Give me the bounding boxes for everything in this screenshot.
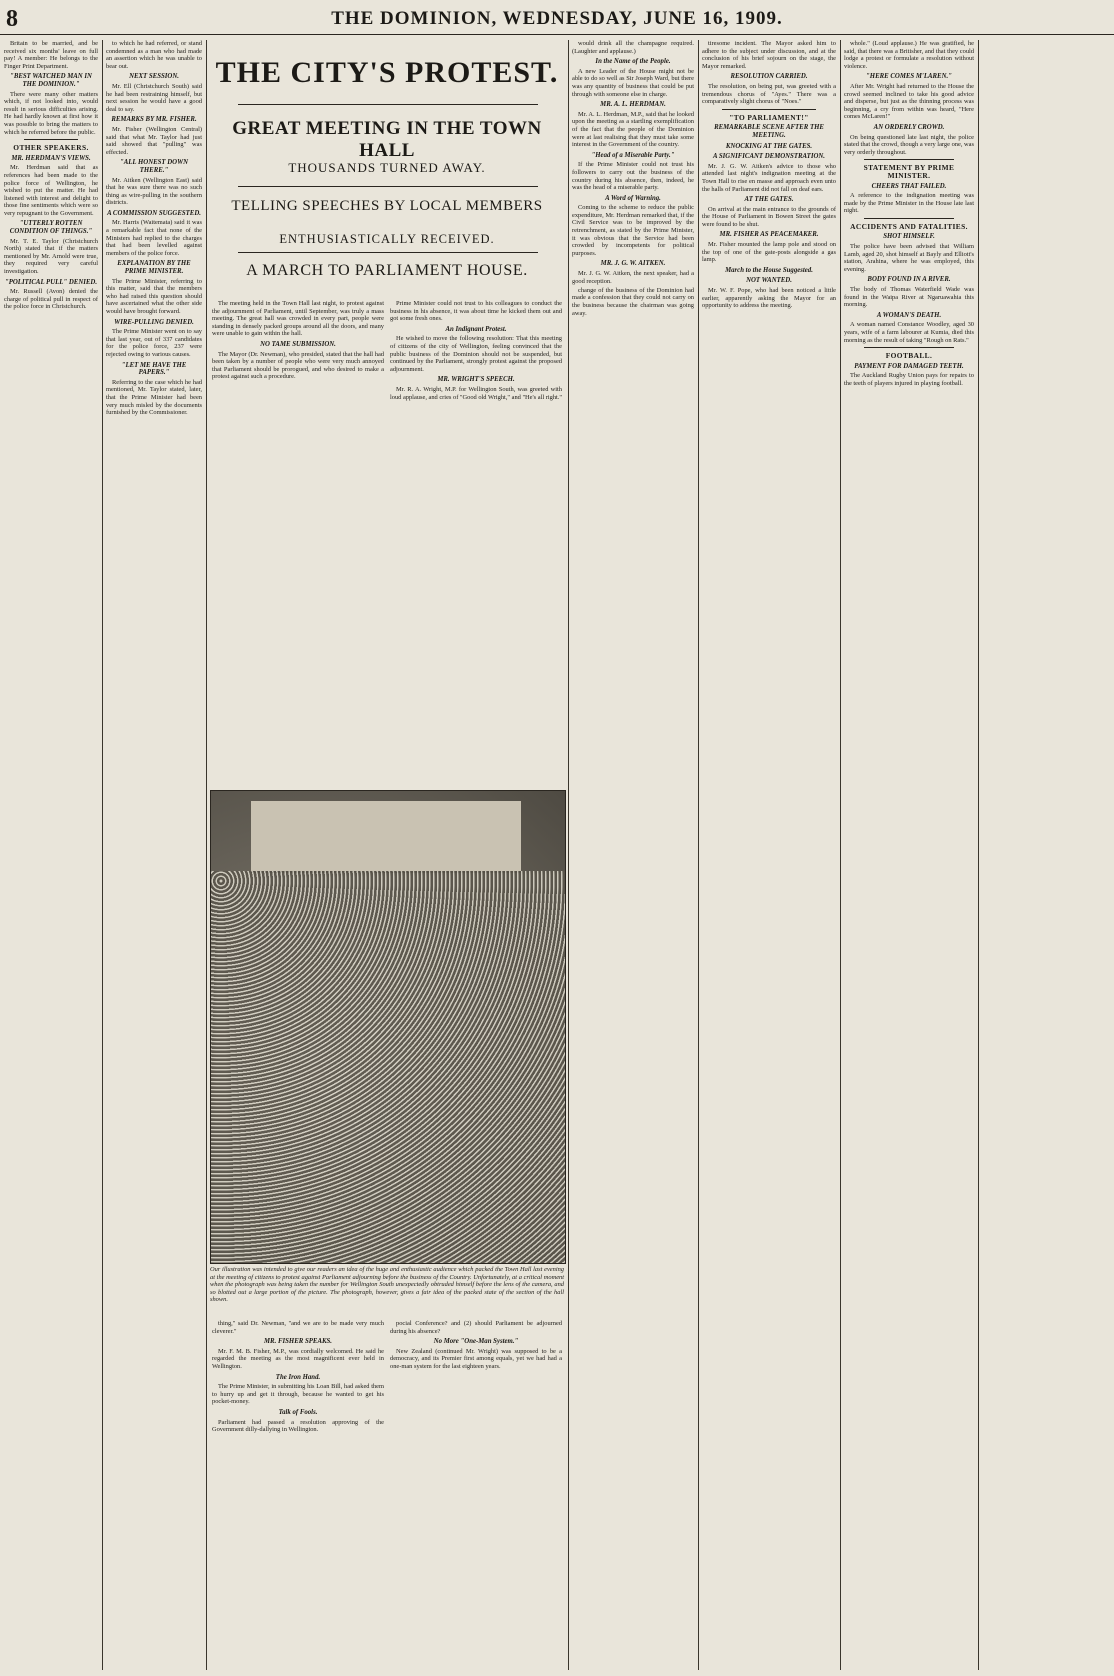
subheading: Talk of Fools. (278, 1408, 318, 1416)
column-7 (844, 40, 974, 1670)
paragraph: The Prime Minister went on to say that last year, out of 337 candidates for the police force, 237 were rejected owing to various causes. (106, 328, 202, 358)
paragraph: would drink all the champagne required. (Laughter and applause.) (572, 40, 694, 55)
subheading: "BEST WATCHED MAN IN THE DOMINION." (10, 73, 92, 88)
page-number: 8 (6, 6, 18, 32)
headline-deck-4: ENTHUSIASTICALLY RECEIVED. (279, 232, 495, 246)
column-1 (4, 40, 98, 1670)
subheading: NEXT SESSION. (129, 73, 179, 81)
paragraph: The Prime Minister, referring to this matter, said that the members who had raised this question should have ascertained what the other side would have brought forward. (106, 277, 202, 315)
paragraph: A new Leader of the House might not be able to do so well as Sir Joseph Ward, but there was any quantity of business that could be put through with someone else in charge. (572, 67, 694, 98)
subheading: AN ORDERLY CROWD. (873, 123, 945, 131)
column-rule (206, 40, 207, 1670)
headline-deck-5: A MARCH TO PARLIAMENT HOUSE. (246, 262, 528, 279)
masthead (0, 0, 1114, 35)
column-6 (702, 40, 836, 1670)
column-rule (840, 40, 841, 1670)
subheading: EXPLANATION BY THE PRIME MINISTER. (117, 260, 191, 276)
main-headline: THE CITY'S PROTEST. (215, 56, 559, 89)
subheading: MR. J. G. W. AITKEN. (600, 260, 666, 268)
photo-stage (251, 801, 521, 873)
paragraph: Prime Minister could not trust to his colleagues to conduct the business in his absence, it was about time he kicked them out and got some fresh ones. (390, 300, 562, 323)
column-4 (390, 300, 562, 785)
column-5 (572, 40, 694, 1670)
paragraph: A woman named Constance Woodley, aged 30 years, wife of a farm labourer at Kumia, died this morning as the result of taking "Rough on Rats." (844, 321, 974, 344)
paragraph: The police have been advised that William Lamb, aged 20, shot himself at Bayly and Elliott's station, Arahina, where he was employed, this evening. (844, 243, 974, 273)
subheading: SHOT HIMSELF. (883, 233, 935, 241)
headline-deck-1: GREAT MEETING IN THE TOWN HALL (232, 118, 542, 161)
subheading: RESOLUTION CARRIED. (730, 73, 808, 81)
paragraph: Mr. Harris (Waitemata) said it was a remarkable fact that none of the Ministers had replied to the charges that had been levelled against members of the police force. (106, 219, 202, 257)
subheading: An Indignant Protest. (445, 325, 507, 333)
paragraph: The Auckland Rugby Union pays for repairs to the teeth of players injured in playing football. (844, 372, 974, 387)
subheading: "ALL HONEST DOWN THERE." (119, 159, 189, 174)
subheading: AT THE GATES. (744, 196, 794, 204)
subheading: In the Name of the People. (595, 58, 671, 66)
paragraph: The body of Thomas Waterfield Wade was found in the Waipa River at Ngaruawahia this morning. (844, 286, 974, 309)
paragraph: pocial Conference? and (2) should Parliament be adjourned during his absence? (390, 1320, 562, 1335)
column-rule (698, 40, 699, 1670)
paragraph: Mr. Russell (Avon) denied the charge of political pull in respect of the police force in Christchurch. (4, 288, 98, 311)
subheading: MR. HERDMAN'S VIEWS. (11, 154, 91, 162)
paragraph: He wished to move the following resolution: That this meeting of citizens of the city of Wellington, feeling convinced that the public business of the Dominion should not be suspended, but continued by the Parliament, strongly protest against the proposed adjournment. (390, 335, 562, 373)
subheading: "UTTERLY ROTTEN CONDITION OF THINGS." (9, 220, 93, 236)
subheading: NO TAME SUBMISSION. (260, 340, 336, 348)
photo-crowd (211, 871, 565, 1263)
column-2 (106, 40, 202, 1670)
column-3 (212, 300, 384, 785)
subheading: The Iron Hand. (275, 1373, 321, 1381)
town-hall-crowd-photo (210, 790, 566, 1264)
column-rule (568, 40, 569, 1670)
subheading: KNOCKING AT THE GATES. (725, 142, 813, 150)
headline-rule (238, 252, 538, 253)
section-heading: OTHER SPEAKERS. (13, 143, 89, 153)
paragraph: Parliament had passed a resolution approving of the Government dilly-dallying in Wellington. (212, 1418, 384, 1434)
subheading: REMARKS BY MR. FISHER. (111, 116, 197, 124)
section-heading: FOOTBALL. (885, 351, 933, 361)
subheading: MR. FISHER AS PEACEMAKER. (719, 231, 819, 239)
subheading: MR. FISHER SPEAKS. (264, 1338, 332, 1346)
column-rule (102, 40, 103, 1670)
subheading: A SIGNIFICANT DEMONSTRATION. (713, 153, 825, 161)
paragraph: If the Prime Minister could not trust his followers to carry out the business of the country during his absence, then, indeed, he was the head of a miserable party. (572, 161, 694, 192)
paragraph: The resolution, on being put, was greeted with a tremendous chorus of "Ayes." There was a comparatively slight chorus of "Noes." (702, 82, 836, 106)
paragraph: On arrival at the main entrance to the grounds of the House of Parliament in Bowen Street the gates were found to be shut. (702, 205, 836, 228)
subheading: BODY FOUND IN A RIVER. (867, 276, 951, 284)
paragraph: whole." (Loud applause.) He was gratified, he said, that there was a Britisher, and that they could lodge a protest or formulate a resolution without violence. (844, 40, 974, 70)
section-heading: "TO PARLIAMENT!" (729, 112, 809, 122)
paragraph: On being questioned late last night, the police stated that the crowd, though a very large one, was very orderly throughout. (844, 133, 974, 156)
paragraph: The meeting held in the Town Hall last night, to protest against the adjournment of Parliament, until September, was truly a mass meeting. The great hall was crowded in every part, people were standing in densely packed groups around all the doors, and many were unable to gain within the hall. (212, 300, 384, 338)
paragraph: Mr. Aitken (Wellington East) said that he was sure there was no such thing as wire-pulling in the southern districts. (106, 176, 202, 207)
paragraph: Mr. Fisher (Wellington Central) said that what Mr. Taylor had just said showed that "pulling" was effected. (106, 125, 202, 156)
paragraph: Mr. A. L. Herdman, M.P., said that he looked upon the meeting as a startling exemplification of the fact that the people of the Dominion were at last realising that they must take some interest in the Government of the country. (572, 110, 694, 149)
subheading: MR. A. L. HERDMAN. (600, 101, 666, 109)
section-heading: STATEMENT BY PRIME MINISTER. (863, 163, 955, 180)
paragraph: Mr. W. F. Pope, who had been noticed a little earlier, apparently asking the Mayor for an opportunity to address the meeting. (702, 287, 836, 310)
subheading: March to the House Suggested. (725, 266, 813, 274)
column-4-continued (390, 1320, 562, 1670)
subheading: CHEERS THAT FAILED. (871, 182, 947, 190)
paragraph: New Zealand (continued Mr. Wright) was supposed to be a democracy, and its Premier first among equals, yet we had had a one-man system for the last eighteen years. (390, 1347, 562, 1370)
column-rule (978, 40, 979, 1670)
subheading: WIRE-PULLING DENIED. (114, 318, 194, 326)
newspaper-title: THE DOMINION, WEDNESDAY, JUNE 16, 1909. (331, 8, 783, 29)
paragraph: Referring to the case which he had mentioned, Mr. Taylor stated, later, that the Prime Minister had been very much misled by the documents furnished by the Commissioner. (106, 378, 202, 417)
photo-caption: Our illustration was intended to give our readers an idea of the huge and enthusiastic audience which packed the Town Hall last evening at the meeting of citizens to protest against Parliament adjourning before the business of the Country. Unfortunately, at a critical moment when the photograph was being taken the number for Wellington South unexpectedly obtruded himself before the lens of the camera, and so blotted out a large portion of the picture. The photograph, however, gives a fair idea of the packed state of the section of the hall shown. (210, 1266, 564, 1304)
subheading: PAYMENT FOR DAMAGED TEETH. (854, 362, 964, 370)
subheading: MR. WRIGHT'S SPEECH. (437, 376, 515, 384)
subheading: REMARKABLE SCENE AFTER THE MEETING. (714, 124, 824, 139)
paragraph: Mr. R. A. Wright, M.P. for Wellington South, was greeted with loud applause, and cries of "Good old Wright," and "He's all right." (390, 385, 562, 401)
subheading: "HERE COMES M'LAREN." (866, 73, 952, 81)
paragraph: The Mayor (Dr. Newman), who presided, stated that the hall had been taken by a number of people who were very much annoyed that Parliament should be prorogued, and who desired to make a protest against such a procedure. (212, 350, 384, 381)
headline-deck-2: THOUSANDS TURNED AWAY. (288, 160, 486, 175)
subheading: NOT WANTED. (746, 277, 792, 285)
column-3-continued (212, 1320, 384, 1670)
paragraph: change of the business of the Dominion had made a confession that they could not carry on the business because the chairman was going away. (572, 286, 694, 317)
paragraph: Mr. Fisher mounted the lamp pole and stood on the top of one of the gate-posts alongside a gas lamp. (702, 241, 836, 264)
paragraph: Coming to the scheme to reduce the public expenditure, Mr. Herdman remarked that, if the Civil Service was to be improved by the retrenchment, as stated by the Prime Minister, it was obvious that the Service had been crowded by incompetents for political purposes. (572, 204, 694, 257)
paragraph: Britain to be married, and be received six months' leave on full pay! A member: He belongs to the Finger Print Department. (4, 40, 98, 70)
paragraph: Mr. T. E. Taylor (Christchurch North) stated that if the matters mentioned by Mr. Arnold were true, they required very careful investigation. (4, 237, 98, 276)
paragraph: tiresome incident. The Mayor asked him to adhere to the subject under discussion, and at the conclusion of his brief sojourn on the stage, the Mayor remarked. (702, 40, 836, 70)
paragraph: Mr. Herdman said that as references had been made to the police force of Wellington, he wished to put the matter. He had listened with interest and delight to those fine sentiments which were so very repugnant to the Government. (4, 164, 98, 217)
subheading: "POLITICAL PULL" DENIED. (4, 278, 98, 286)
paragraph: After Mr. Wright had returned to the House the crowd seemed inclined to take his good advice and disperse, but just as the thinning process was beginning, a cry from within was heard, "Here comes McLaren!" (844, 82, 974, 121)
paragraph: to which he had referred, or stand condemned as a man who had made an assertion which he was unable to bear out. (106, 40, 202, 70)
subheading: "LET ME HAVE THE PAPERS." (121, 361, 187, 377)
paragraph: There were many other matters which, if not looked into, would result in serious difficulties arising. He had hardly known at first how it was possible to bring the matters to which he referred before the public. (4, 90, 98, 136)
paragraph: thing," said Dr. Newman, "and we are to be made very much cleverer." (212, 1320, 384, 1335)
paragraph: A reference to the indignation meeting was made by the Prime Minister in the House late last night. (844, 192, 974, 215)
headline-rule (238, 104, 538, 105)
headline-rule (238, 186, 538, 187)
paragraph: The Prime Minister, in submitting his Loan Bill, had asked them to hurry up and get it through, because he wanted to get his pocket-money. (212, 1383, 384, 1406)
headline-deck-3: TELLING SPEECHES BY LOCAL MEMBERS (231, 198, 543, 214)
paragraph: Mr. J. G. W. Aitken's advice to those who attended last night's indignation meeting at the Town Hall to rise en masse and approach even unto the halls of Parliament did not fall on deaf ears. (702, 162, 836, 193)
subheading: "Head of a Miserable Party." (591, 151, 675, 159)
subheading: A COMMISSION SUGGESTED. (107, 209, 201, 217)
paragraph: Mr. Ell (Christchurch South) said he had been restraining himself, but next session he would have a good deal to say. (106, 82, 202, 113)
paragraph: Mr. J. G. W. Aitken, the next speaker, had a good reception. (572, 270, 694, 285)
subheading: No More "One-Man System." (433, 1338, 519, 1346)
subheading: A Word of Warning. (605, 194, 661, 202)
section-heading: ACCIDENTS AND FATALITIES. (850, 221, 968, 231)
subheading: A WOMAN'S DEATH. (876, 311, 942, 319)
paragraph: Mr. F. M. B. Fisher, M.P., was cordially welcomed. He said he regarded the meeting as the most magnificent ever held in Wellington. (212, 1347, 384, 1370)
